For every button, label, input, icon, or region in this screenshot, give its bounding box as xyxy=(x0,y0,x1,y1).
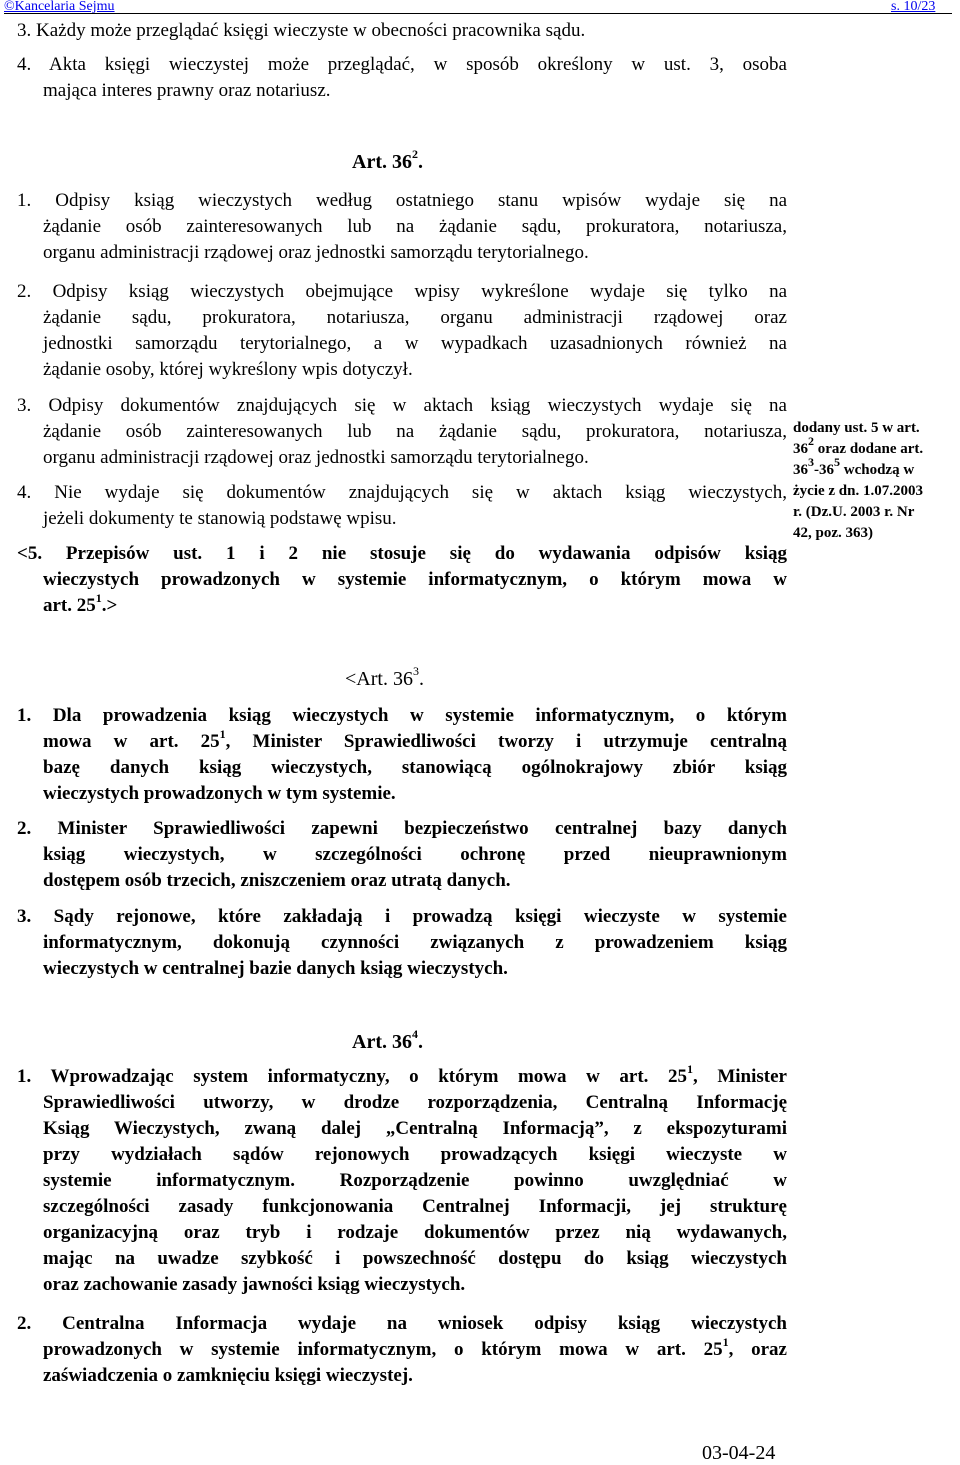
text-line: 1. Wprowadzając system informatyczny, o którym mowa w art. $25^1$, Minister xyxy=(17,1061,787,1087)
text-line: 4. Akta księgi wieczystej może przeglądać, w sposób określony w ust. 3, osoba xyxy=(17,54,787,75)
text-line: wieczystych w centralnej bazie danych ksiąg wieczystych. xyxy=(43,958,508,979)
text-line: 1. Odpisy ksiąg wieczystych według ostatniego stanu wpisów wydaje się na xyxy=(17,190,787,211)
text-line: 4. Nie wydaje się dokumentów znajdujących się w aktach ksiąg wieczystych, xyxy=(17,482,787,503)
note-line: r. (Dz.U. 2003 r. Nr xyxy=(793,504,915,520)
text-line: organu administracji rządowej oraz jednostki samorządu terytorialnego. xyxy=(43,447,589,468)
text-line: żądanie osoby, której wykreślony wpis dotyczył. xyxy=(43,359,413,380)
text-line: 3. Każdy może przeglądać księgi wieczyste w obecności pracownika sądu. xyxy=(17,20,586,41)
art363-ust1 xyxy=(17,703,787,807)
art362-ust5 xyxy=(17,541,787,619)
text-line: bazę danych ksiąg wieczystych, stanowiącą ogólnokrajowy zbiór ksiąg xyxy=(43,757,787,778)
text-line: art. $25^1.>$ xyxy=(43,590,118,616)
note-line: życie z dn. 1.07.2003 xyxy=(793,483,923,499)
page-number-link[interactable]: s. 10/23 xyxy=(891,0,936,14)
paragraph-4 xyxy=(17,52,787,104)
text-line: Sprawiedliwości utworzy, w drodze rozporządzenia, Centralną Informację xyxy=(43,1092,787,1113)
text-line: 3. Odpisy dokumentów znajdujących się w aktach ksiąg wieczystych wydaje się na xyxy=(17,395,787,416)
art362-ust2 xyxy=(17,279,787,383)
text-line: żądanie osób zainteresowanych lub na żądanie sądu, prokuratora, notariusza, xyxy=(43,421,787,442)
note-line: $36^3-36^5$ wchodzą w xyxy=(793,455,915,478)
text-line: informatycznym, dokonują czynności związanych z prowadzeniem ksiąg xyxy=(43,932,787,953)
kancelaria-sejmu-link[interactable]: ©Kancelaria Sejmu xyxy=(4,0,115,14)
text-line: wieczystych prowadzonych w tym systemie. xyxy=(43,783,396,804)
text-line: zaświadczenia o zamknięciu księgi wieczystej. xyxy=(43,1365,413,1386)
text-line: dostępem osób trzecich, zniszczeniem oraz utratą danych. xyxy=(43,870,511,891)
note-line: dodany ust. 5 w art. xyxy=(793,420,920,436)
text-line: mając na uwadze szybkość i powszechność dostępu do ksiąg wieczystych xyxy=(43,1248,787,1269)
text-line: przy wydziałach sądów rejonowych prowadzących księgi wieczyste w xyxy=(43,1144,787,1165)
art362-ust1 xyxy=(17,188,787,266)
text-line: jednostki samorządu terytorialnego, a w wypadkach uzasadnionych również na xyxy=(43,333,787,354)
article-36-3-title: <Art. $36^3$. xyxy=(345,664,424,690)
art362-ust4 xyxy=(17,480,787,532)
article-36-2-title: Art. $36^2$. xyxy=(352,147,423,173)
margin-note xyxy=(793,418,960,544)
footer-date: 03-04-24 xyxy=(702,1442,776,1464)
text-line: prowadzonych w systemie informatycznym, o którym mowa w art. $25^1$, oraz xyxy=(43,1334,787,1360)
text-line: systemie informatycznym. Rozporządzenie powinno uwzględniać w xyxy=(43,1170,787,1191)
art363-ust3 xyxy=(17,904,787,982)
text-line: organu administracji rządowej oraz jednostki samorządu terytorialnego. xyxy=(43,242,589,263)
text-line: oraz zachowanie zasady jawności ksiąg wieczystych. xyxy=(43,1274,466,1295)
art364-ust1 xyxy=(17,1061,787,1298)
paragraph-3 xyxy=(17,18,787,44)
art362-ust3 xyxy=(17,393,787,471)
text-line: 2. Minister Sprawiedliwości zapewni bezpieczeństwo centralnej bazy danych xyxy=(17,818,787,839)
text-line: ksiąg wieczystych, w szczególności ochronę przed nieuprawnionym xyxy=(43,844,787,865)
text-line: 2. Centralna Informacja wydaje na wniosek odpisy ksiąg wieczystych xyxy=(17,1313,787,1334)
text-line: mająca interes prawny oraz notariusz. xyxy=(43,80,331,101)
text-line: organizacyjną oraz tryb i rodzaje dokumentów przez nią wydawanych, xyxy=(43,1222,787,1243)
article-36-4-title: Art. $36^4$. xyxy=(352,1027,423,1053)
text-line: <5. Przepisów ust. 1 i 2 nie stosuje się do wydawania odpisów ksiąg xyxy=(17,543,787,564)
text-line: wieczystych prowadzonych w systemie informatycznym, o którym mowa w xyxy=(43,569,787,590)
text-line: żądanie osób zainteresowanych lub na żądanie sądu, prokuratora, notariusza, xyxy=(43,216,787,237)
text-line: Ksiąg Wieczystych, zwaną dalej „Centralną Informacją”, z ekspozyturami xyxy=(43,1118,787,1139)
text-line: 1. Dla prowadzenia ksiąg wieczystych w systemie informatycznym, o którym xyxy=(17,705,787,726)
note-line: $36^2$ oraz dodane art. xyxy=(793,434,924,457)
note-line: 42, poz. 363) xyxy=(793,525,873,541)
text-line: żądanie sądu, prokuratora, notariusza, organu administracji rządowej oraz xyxy=(43,307,787,328)
header-rule xyxy=(4,13,952,14)
text-line: mowa w art. $25^1$, Minister Sprawiedliwości tworzy i utrzymuje centralną xyxy=(43,726,787,752)
text-line: 2. Odpisy ksiąg wieczystych obejmujące wpisy wykreślone wydaje się tylko na xyxy=(17,281,787,302)
text-line: szczególności zasady funkcjonowania Centralnej Informacji, jej strukturę xyxy=(43,1196,787,1217)
art364-ust2 xyxy=(17,1311,787,1389)
text-line: 3. Sądy rejonowe, które zakładają i prowadzą księgi wieczyste w systemie xyxy=(17,906,787,927)
text-line: jeżeli dokumenty te stanowią podstawę wpisu. xyxy=(43,508,397,529)
art363-ust2 xyxy=(17,816,787,894)
